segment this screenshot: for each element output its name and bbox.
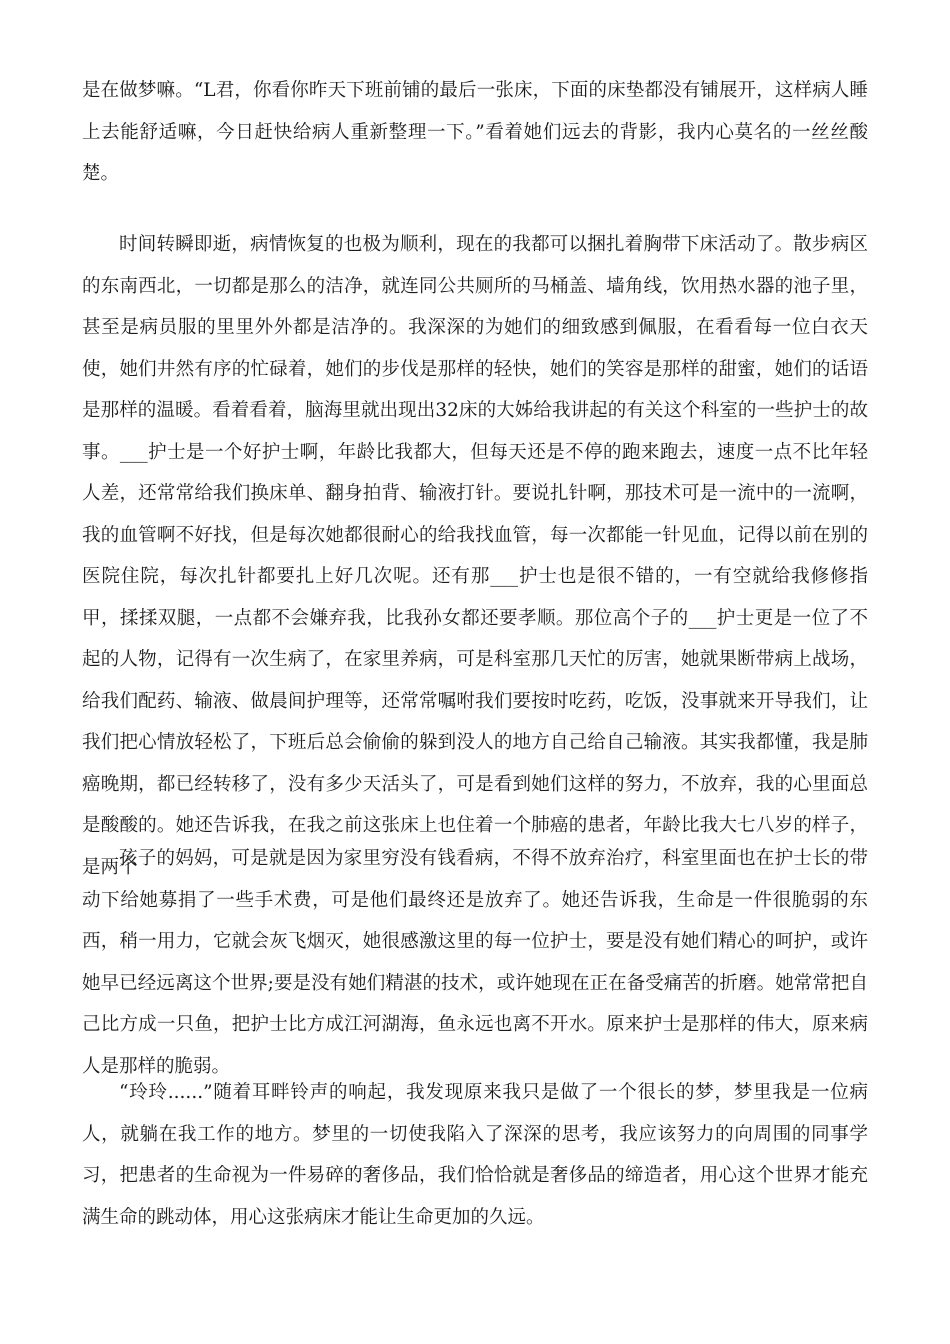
- paragraph-2: 时间转瞬即逝，病情恢复的也极为顺利，现在的我都可以捆扎着胸带下床活动了。散步病区的东南西北，一切都是那么的洁净，就连同公共厕所的马桶盖、墙角线，饮用热水器的池子里，甚至是病员服的里里外外都是洁净的。我深深的为她们的细致感到佩服，在看看每一位白衣天使，她们井然有序的忙碌着，她们的步伐是那样的轻快，她们的笑容是那样的甜蜜，她们的话语是那样的温暖。看着看着，脑海里就出现出32床的大姊给我讲起的有关这个科室的一些护士的故事。___护士是一个好护士啊，年龄比我都大，但每天还是不停的跑来跑去，速度一点不比年轻人差，还常常给我们换床单、翻身拍背、输液打针。要说扎针啊，那技术可是一流中的一流啊，我的血管啊不好找，但是每次她都很耐心的给我找血管，每一次都能一针见血，记得以前在别的医院住院，每次扎针都要扎上好几次呢。还有那___护士也是很不错的，一有空就给我修修指甲，揉揉双腿，一点都不会嫌弃我，比我孙女都还要孝顺。那位高个子的___护士更是一位了不起的人物，记得有一次生病了，在家里养病，可是科室那几天忙的厉害，她就果断带病上战场，给我们配药、输液、做晨间护理等，还常常嘱咐我们要按时吃药，吃饭，没事就来开导我们，让我们把心情放轻松了，下班后总会偷偷的躲到没人的地方自己给自己输液。其实我都懂，我是肺癌晚期，都已经转移了，没有多少天活头了，可是看到她们这样的努力，不放弃，我的心里面总是酸酸的。她还告诉我，在我之前这张床上也住着一个肺癌的患者，年龄比我大七八岁的样子，是两个: [82, 234, 868, 878]
- paragraph-4: “玲玲......”随着耳畔铃声的响起，我发现原来我只是做了一个很长的梦，梦里我是一位病人，就躺在我工作的地方。梦里的一切使我陷入了深深的思考，我应该努力的向周围的同事学习，把患者的生命视为一件易碎的奢侈品，我们恰恰就是奢侈品的缔造者，用心这个世界才能充满生命的跳动体，用心这张病床才能让生命更加的久远。: [82, 1082, 868, 1228]
- paragraph-1: 是在做梦嘛。“L君，你看你昨天下班前铺的最后一张床，下面的床垫都没有铺展开，这样病人睡上去能舒适嘛，今日赶快给病人重新整理一下。”看着她们远去的背影，我内心莫名的一丝丝酸楚。: [82, 80, 868, 184]
- paragraph-3: 孩子的妈妈，可是就是因为家里穷没有钱看病，不得不放弃治疗，科室里面也在护士长的带动下给她募捐了一些手术费，可是他们最终还是放弃了。她还告诉我，生命是一件很脆弱的东西，稍一用力，它就会灰飞烟灭，她很感激这里的每一位护士，要是没有她们精心的呵护，或许她早已经远离这个世界;要是没有她们精湛的技术，或许她现在正在备受痛苦的折磨。她常常把自己比方成一只鱼，把护士比方成江河湖海，鱼永远也离不开水。原来护士是那样的伟大，原来病人是那样的脆弱。: [82, 848, 868, 1077]
